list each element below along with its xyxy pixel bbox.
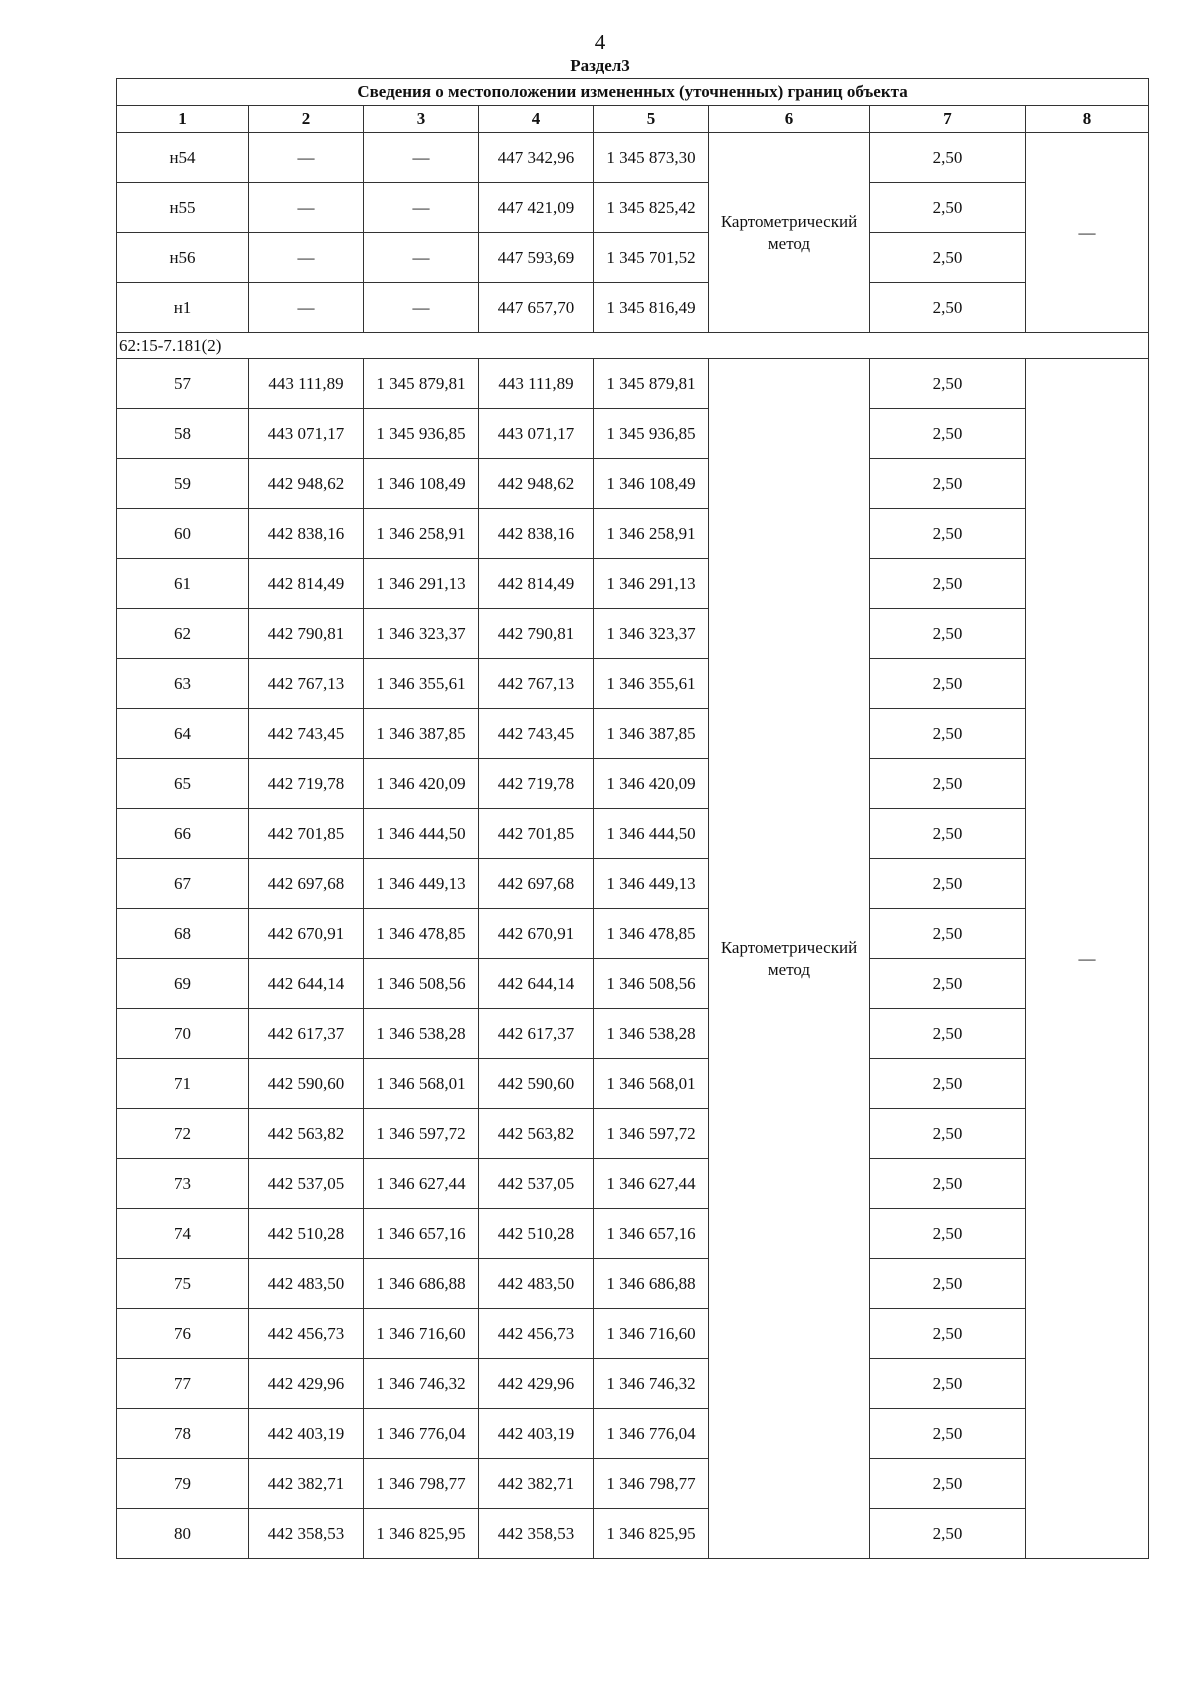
column-header: 7 bbox=[870, 106, 1026, 133]
old-y-cell: — bbox=[364, 133, 479, 183]
new-x-cell: 442 537,05 bbox=[479, 1159, 594, 1209]
table-row bbox=[117, 759, 1149, 809]
table-row bbox=[117, 1109, 1149, 1159]
point-number-cell: 65 bbox=[117, 759, 249, 809]
accuracy-cell: 2,50 bbox=[870, 1209, 1026, 1259]
accuracy-cell: 2,50 bbox=[870, 133, 1026, 183]
group-label-row bbox=[117, 333, 1149, 359]
new-x-cell: 442 358,53 bbox=[479, 1509, 594, 1559]
old-x-cell: 443 111,89 bbox=[249, 359, 364, 409]
old-x-cell: 442 838,16 bbox=[249, 509, 364, 559]
point-number-cell: 67 bbox=[117, 859, 249, 909]
table-row bbox=[117, 1509, 1149, 1559]
new-x-cell: 442 382,71 bbox=[479, 1459, 594, 1509]
old-x-cell: 442 670,91 bbox=[249, 909, 364, 959]
accuracy-cell: 2,50 bbox=[870, 359, 1026, 409]
old-x-cell: 442 510,28 bbox=[249, 1209, 364, 1259]
point-number-cell: 70 bbox=[117, 1009, 249, 1059]
point-number-cell: 59 bbox=[117, 459, 249, 509]
point-number-cell: 60 bbox=[117, 509, 249, 559]
table-row bbox=[117, 1209, 1149, 1259]
point-number-cell: 76 bbox=[117, 1309, 249, 1359]
point-number-cell: н1 bbox=[117, 283, 249, 333]
table-row bbox=[117, 559, 1149, 609]
old-x-cell: 442 382,71 bbox=[249, 1459, 364, 1509]
new-x-cell: 442 838,16 bbox=[479, 509, 594, 559]
new-x-cell: 442 403,19 bbox=[479, 1409, 594, 1459]
old-x-cell: 442 719,78 bbox=[249, 759, 364, 809]
old-x-cell: 442 563,82 bbox=[249, 1109, 364, 1159]
table-row bbox=[117, 1259, 1149, 1309]
new-y-cell: 1 346 657,16 bbox=[594, 1209, 709, 1259]
new-y-cell: 1 346 258,91 bbox=[594, 509, 709, 559]
new-y-cell: 1 346 291,13 bbox=[594, 559, 709, 609]
table-row bbox=[117, 659, 1149, 709]
new-y-cell: 1 346 568,01 bbox=[594, 1059, 709, 1109]
column-8-cell: — bbox=[1026, 359, 1149, 1559]
table-row bbox=[117, 809, 1149, 859]
old-y-cell: 1 346 686,88 bbox=[364, 1259, 479, 1309]
column-header: 5 bbox=[594, 106, 709, 133]
point-number-cell: 75 bbox=[117, 1259, 249, 1309]
table-row bbox=[117, 133, 1149, 183]
old-x-cell: 442 743,45 bbox=[249, 709, 364, 759]
old-y-cell: 1 345 879,81 bbox=[364, 359, 479, 409]
new-y-cell: 1 346 444,50 bbox=[594, 809, 709, 859]
old-x-cell: — bbox=[249, 283, 364, 333]
table-row bbox=[117, 183, 1149, 233]
point-number-cell: 77 bbox=[117, 1359, 249, 1409]
point-number-cell: 64 bbox=[117, 709, 249, 759]
accuracy-cell: 2,50 bbox=[870, 709, 1026, 759]
old-x-cell: 442 948,62 bbox=[249, 459, 364, 509]
new-y-cell: 1 346 798,77 bbox=[594, 1459, 709, 1509]
old-y-cell: 1 346 597,72 bbox=[364, 1109, 479, 1159]
table-row bbox=[117, 1059, 1149, 1109]
boundary-coordinates-table bbox=[116, 78, 1149, 1559]
old-x-cell: — bbox=[249, 183, 364, 233]
old-x-cell: 442 617,37 bbox=[249, 1009, 364, 1059]
new-x-cell: 442 644,14 bbox=[479, 959, 594, 1009]
new-x-cell: 442 701,85 bbox=[479, 809, 594, 859]
table-row bbox=[117, 283, 1149, 333]
old-y-cell: 1 346 323,37 bbox=[364, 609, 479, 659]
old-x-cell: 442 697,68 bbox=[249, 859, 364, 909]
new-x-cell: 442 743,45 bbox=[479, 709, 594, 759]
column-header: 6 bbox=[709, 106, 870, 133]
point-number-cell: 80 bbox=[117, 1509, 249, 1559]
new-y-cell: 1 346 508,56 bbox=[594, 959, 709, 1009]
new-y-cell: 1 346 627,44 bbox=[594, 1159, 709, 1209]
new-x-cell: 443 111,89 bbox=[479, 359, 594, 409]
accuracy-cell: 2,50 bbox=[870, 1059, 1026, 1109]
old-x-cell: 442 483,50 bbox=[249, 1259, 364, 1309]
new-x-cell: 442 617,37 bbox=[479, 1009, 594, 1059]
table-row bbox=[117, 409, 1149, 459]
new-y-cell: 1 346 825,95 bbox=[594, 1509, 709, 1559]
table-row bbox=[117, 1359, 1149, 1409]
old-y-cell: 1 346 716,60 bbox=[364, 1309, 479, 1359]
old-y-cell: 1 346 627,44 bbox=[364, 1159, 479, 1209]
old-y-cell: 1 346 798,77 bbox=[364, 1459, 479, 1509]
old-y-cell: 1 346 291,13 bbox=[364, 559, 479, 609]
accuracy-cell: 2,50 bbox=[870, 559, 1026, 609]
group-label: 62:15-7.181(2) bbox=[117, 333, 1149, 359]
column-8-cell: — bbox=[1026, 133, 1149, 333]
new-x-cell: 442 948,62 bbox=[479, 459, 594, 509]
old-y-cell: 1 345 936,85 bbox=[364, 409, 479, 459]
new-x-cell: 447 657,70 bbox=[479, 283, 594, 333]
new-x-cell: 442 563,82 bbox=[479, 1109, 594, 1159]
accuracy-cell: 2,50 bbox=[870, 1109, 1026, 1159]
new-x-cell: 447 421,09 bbox=[479, 183, 594, 233]
new-y-cell: 1 345 816,49 bbox=[594, 283, 709, 333]
accuracy-cell: 2,50 bbox=[870, 233, 1026, 283]
old-x-cell: 442 701,85 bbox=[249, 809, 364, 859]
point-number-cell: 79 bbox=[117, 1459, 249, 1509]
new-x-cell: 442 697,68 bbox=[479, 859, 594, 909]
old-x-cell: 442 590,60 bbox=[249, 1059, 364, 1109]
new-x-cell: 442 510,28 bbox=[479, 1209, 594, 1259]
table-row bbox=[117, 509, 1149, 559]
accuracy-cell: 2,50 bbox=[870, 859, 1026, 909]
old-y-cell: 1 346 258,91 bbox=[364, 509, 479, 559]
new-x-cell: 443 071,17 bbox=[479, 409, 594, 459]
new-x-cell: 442 814,49 bbox=[479, 559, 594, 609]
new-x-cell: 442 670,91 bbox=[479, 909, 594, 959]
table-row bbox=[117, 233, 1149, 283]
point-number-cell: 78 bbox=[117, 1409, 249, 1459]
new-y-cell: 1 346 538,28 bbox=[594, 1009, 709, 1059]
point-number-cell: н56 bbox=[117, 233, 249, 283]
new-y-cell: 1 346 597,72 bbox=[594, 1109, 709, 1159]
point-number-cell: 58 bbox=[117, 409, 249, 459]
new-x-cell: 442 790,81 bbox=[479, 609, 594, 659]
new-y-cell: 1 345 873,30 bbox=[594, 133, 709, 183]
new-x-cell: 442 767,13 bbox=[479, 659, 594, 709]
new-y-cell: 1 346 449,13 bbox=[594, 859, 709, 909]
accuracy-cell: 2,50 bbox=[870, 809, 1026, 859]
accuracy-cell: 2,50 bbox=[870, 1459, 1026, 1509]
new-y-cell: 1 345 936,85 bbox=[594, 409, 709, 459]
point-number-cell: 57 bbox=[117, 359, 249, 409]
new-x-cell: 447 593,69 bbox=[479, 233, 594, 283]
new-y-cell: 1 346 686,88 bbox=[594, 1259, 709, 1309]
old-x-cell: 442 537,05 bbox=[249, 1159, 364, 1209]
accuracy-cell: 2,50 bbox=[870, 459, 1026, 509]
old-x-cell: 442 767,13 bbox=[249, 659, 364, 709]
old-x-cell: 442 429,96 bbox=[249, 1359, 364, 1409]
point-number-cell: 61 bbox=[117, 559, 249, 609]
new-y-cell: 1 346 478,85 bbox=[594, 909, 709, 959]
accuracy-cell: 2,50 bbox=[870, 1359, 1026, 1409]
point-number-cell: 69 bbox=[117, 959, 249, 1009]
old-y-cell: — bbox=[364, 233, 479, 283]
new-x-cell: 447 342,96 bbox=[479, 133, 594, 183]
table-row bbox=[117, 359, 1149, 409]
accuracy-cell: 2,50 bbox=[870, 959, 1026, 1009]
old-y-cell: 1 346 568,01 bbox=[364, 1059, 479, 1109]
accuracy-cell: 2,50 bbox=[870, 909, 1026, 959]
new-y-cell: 1 346 776,04 bbox=[594, 1409, 709, 1459]
old-y-cell: 1 346 387,85 bbox=[364, 709, 479, 759]
old-y-cell: 1 346 538,28 bbox=[364, 1009, 479, 1059]
table-row bbox=[117, 709, 1149, 759]
point-number-cell: н55 bbox=[117, 183, 249, 233]
old-x-cell: 442 456,73 bbox=[249, 1309, 364, 1359]
old-y-cell: 1 346 478,85 bbox=[364, 909, 479, 959]
old-y-cell: 1 346 657,16 bbox=[364, 1209, 479, 1259]
table-row bbox=[117, 1309, 1149, 1359]
new-x-cell: 442 719,78 bbox=[479, 759, 594, 809]
table-row bbox=[117, 1409, 1149, 1459]
old-y-cell: 1 346 444,50 bbox=[364, 809, 479, 859]
point-number-cell: 62 bbox=[117, 609, 249, 659]
point-number-cell: 66 bbox=[117, 809, 249, 859]
old-y-cell: 1 346 746,32 bbox=[364, 1359, 479, 1409]
point-number-cell: 68 bbox=[117, 909, 249, 959]
point-number-cell: н54 bbox=[117, 133, 249, 183]
accuracy-cell: 2,50 bbox=[870, 509, 1026, 559]
table-row bbox=[117, 1009, 1149, 1059]
old-x-cell: — bbox=[249, 233, 364, 283]
accuracy-cell: 2,50 bbox=[870, 609, 1026, 659]
accuracy-cell: 2,50 bbox=[870, 1409, 1026, 1459]
new-y-cell: 1 346 387,85 bbox=[594, 709, 709, 759]
accuracy-cell: 2,50 bbox=[870, 409, 1026, 459]
new-y-cell: 1 346 746,32 bbox=[594, 1359, 709, 1409]
new-x-cell: 442 456,73 bbox=[479, 1309, 594, 1359]
old-y-cell: 1 346 449,13 bbox=[364, 859, 479, 909]
method-cell: Картометрический метод bbox=[709, 359, 870, 1559]
point-number-cell: 72 bbox=[117, 1109, 249, 1159]
old-y-cell: 1 346 776,04 bbox=[364, 1409, 479, 1459]
old-y-cell: — bbox=[364, 183, 479, 233]
table-row bbox=[117, 959, 1149, 1009]
new-y-cell: 1 346 716,60 bbox=[594, 1309, 709, 1359]
old-x-cell: 442 358,53 bbox=[249, 1509, 364, 1559]
old-y-cell: 1 346 825,95 bbox=[364, 1509, 479, 1559]
new-y-cell: 1 345 879,81 bbox=[594, 359, 709, 409]
old-x-cell: 443 071,17 bbox=[249, 409, 364, 459]
point-number-cell: 71 bbox=[117, 1059, 249, 1109]
point-number-cell: 63 bbox=[117, 659, 249, 709]
new-x-cell: 442 590,60 bbox=[479, 1059, 594, 1109]
old-x-cell: 442 790,81 bbox=[249, 609, 364, 659]
accuracy-cell: 2,50 bbox=[870, 1309, 1026, 1359]
page-number: 4 bbox=[594, 30, 606, 54]
new-x-cell: 442 483,50 bbox=[479, 1259, 594, 1309]
table-row bbox=[117, 1459, 1149, 1509]
accuracy-cell: 2,50 bbox=[870, 1159, 1026, 1209]
old-x-cell: 442 644,14 bbox=[249, 959, 364, 1009]
new-y-cell: 1 346 420,09 bbox=[594, 759, 709, 809]
old-y-cell: — bbox=[364, 283, 479, 333]
new-y-cell: 1 345 701,52 bbox=[594, 233, 709, 283]
old-y-cell: 1 346 508,56 bbox=[364, 959, 479, 1009]
old-x-cell: 442 814,49 bbox=[249, 559, 364, 609]
section-title: Раздел3 bbox=[570, 56, 630, 75]
new-y-cell: 1 346 108,49 bbox=[594, 459, 709, 509]
table-row bbox=[117, 459, 1149, 509]
column-header: 8 bbox=[1026, 106, 1149, 133]
table-row bbox=[117, 909, 1149, 959]
column-header: 4 bbox=[479, 106, 594, 133]
accuracy-cell: 2,50 bbox=[870, 1509, 1026, 1559]
table-row bbox=[117, 609, 1149, 659]
old-y-cell: 1 346 355,61 bbox=[364, 659, 479, 709]
old-x-cell: — bbox=[249, 133, 364, 183]
point-number-cell: 73 bbox=[117, 1159, 249, 1209]
table-caption: Сведения о местоположении измененных (уточненных) границ объекта bbox=[117, 79, 1149, 106]
accuracy-cell: 2,50 bbox=[870, 759, 1026, 809]
column-header: 2 bbox=[249, 106, 364, 133]
old-x-cell: 442 403,19 bbox=[249, 1409, 364, 1459]
new-y-cell: 1 345 825,42 bbox=[594, 183, 709, 233]
new-y-cell: 1 346 355,61 bbox=[594, 659, 709, 709]
table-row bbox=[117, 859, 1149, 909]
table-row bbox=[117, 1159, 1149, 1209]
new-y-cell: 1 346 323,37 bbox=[594, 609, 709, 659]
accuracy-cell: 2,50 bbox=[870, 283, 1026, 333]
column-header: 1 bbox=[117, 106, 249, 133]
accuracy-cell: 2,50 bbox=[870, 1259, 1026, 1309]
column-header: 3 bbox=[364, 106, 479, 133]
accuracy-cell: 2,50 bbox=[870, 1009, 1026, 1059]
accuracy-cell: 2,50 bbox=[870, 659, 1026, 709]
method-cell: Картометрический метод bbox=[709, 133, 870, 333]
old-y-cell: 1 346 108,49 bbox=[364, 459, 479, 509]
old-y-cell: 1 346 420,09 bbox=[364, 759, 479, 809]
new-x-cell: 442 429,96 bbox=[479, 1359, 594, 1409]
point-number-cell: 74 bbox=[117, 1209, 249, 1259]
accuracy-cell: 2,50 bbox=[870, 183, 1026, 233]
